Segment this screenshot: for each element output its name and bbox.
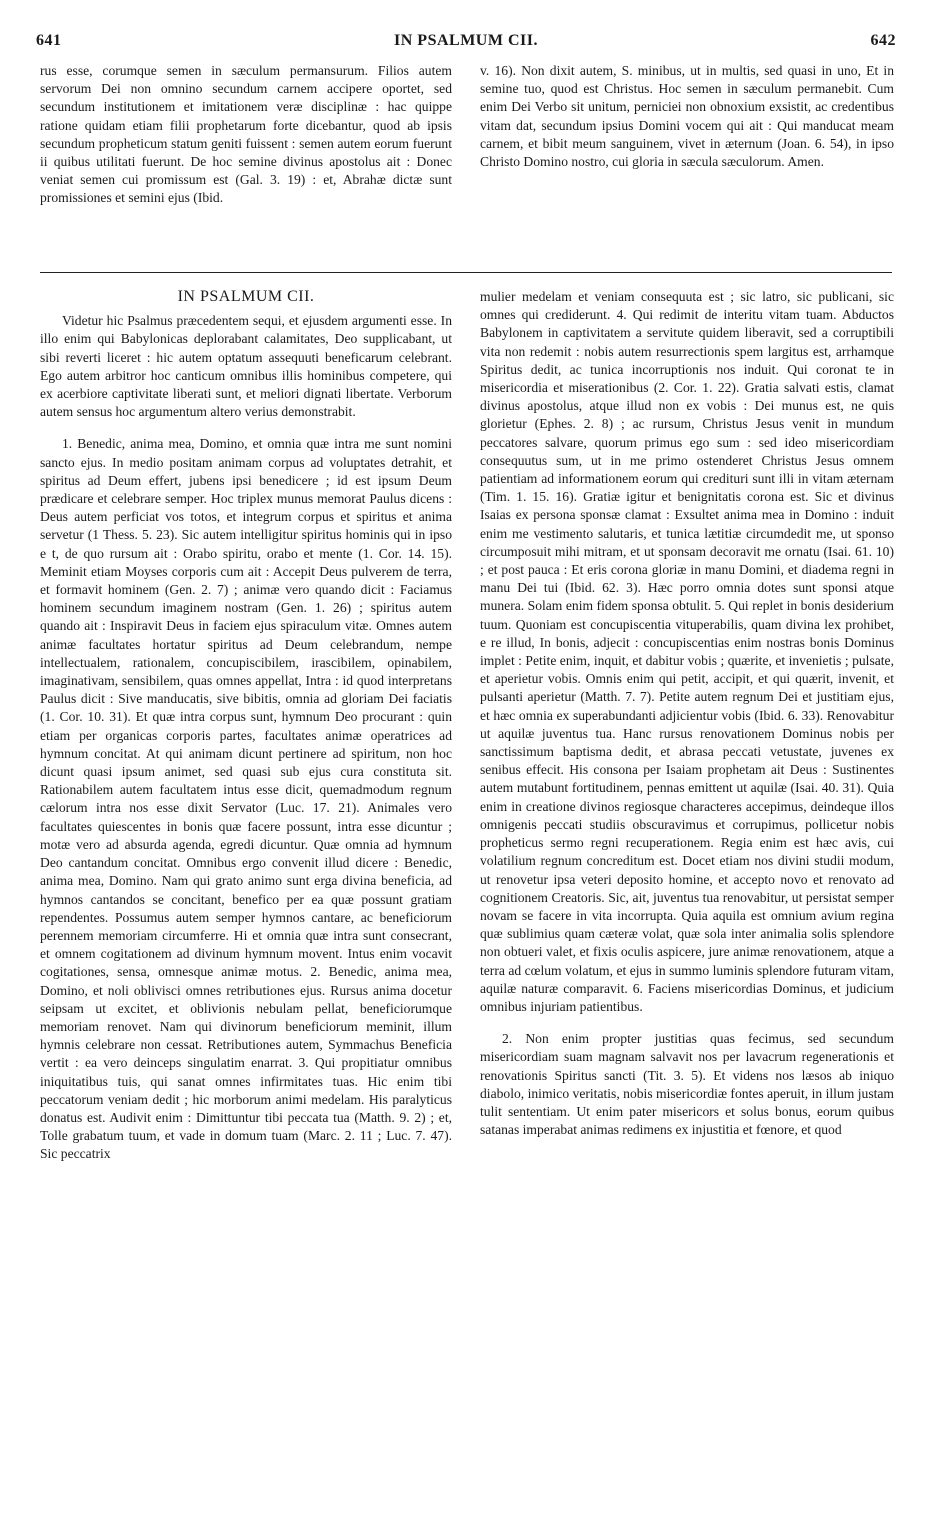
running-head [36, 32, 896, 56]
verse-commentary-1: 1. Benedic, anima mea, Domino, et omnia quæ intra me sunt nomini sancto ejus. In medio positam animam corpus ad voluptates detrahit, et spiritus ad Deum effert, jubens ipsi benedicere ; id est ipsum Deum prædicare et celebrare semper. Hoc triplex munus memorat Paulus dicens : Deus autem perficiat vos totos, et integrum corpus et spiritus et anima servetur (1 Thess. 5. 23). Sic autem intelligitur spiritus hominis qui in ipso e t, de quo rursum ait : Orabo spiritu, orabo et mente (1. Cor. 14. 15). Meminit etiam Moyses corporis cum ait : Accepit Deus pulverem de terra, et formavit hominem (Gen. 2. 7) ; animæ vero quando dicit : Faciamus hominem secundum imaginem nostram (Gen. 1. 26) ; spiritus autem quando ait : Inspiravit Deus in faciem ejus spiraculum vitæ. Omnes autem animæ facultates hortatur spiritus ad Deum celebrandum, nempe intellectualem, rationalem, concupiscibilem, irascibilem, opinabilem, imaginativam, sensibilem, quas omnes appellat, Intra : id quod interpretans Paulus dicit : Sive manducatis, sive bibitis, omnia ad gloriam Dei faciatis (1. Cor. 10. 31). Et quæ intra corpus sunt, hymnum Deo procurant : quin etiam per organicas corporis partes, facultates animæ operatrices ad hymnum concitat. At qui animam dicunt pertinere ad spiritum, non hoc dicunt quasi ipsum animet, sed quasi sub ejus cura constituta sit. Rationabilem autem facultatem intus esse dicit, quemadmodum regnum cælorum intra nos esse dixit Servator (Luc. 17. 21). Animales vero facultates quiescentes in bonis quæ facere possunt, intra esse dicuntur ; motæ vero ad absurda agenda, egredi dicuntur. Quæ omnia ad hymnum Deo cantandum concitat. Omnibus ergo convenit illud dicere : Benedic, anima mea, Domino. Nam qui grato animo sunt erga divina beneficia, ad hymnos cantandos se concitant, benefico per ea quæ possunt gratiam rependentes. Possumus autem semper hymnos cantare, ac beneficiorum perennem memoriam circumferre. Hi et omnia quæ intra sunt consecrant, et omnem cogitationem ad divinum hymnum movent. Intus enim vocavit cogitationes, sensa, omnesque animæ motus. 2. Benedic, anima mea, Domino, et noli oblivisci omnes retributiones ejus. Rursus anima docetur seipsam ut excitet, et oblivionis nebulam pellat, beneficiorumque memoriam renovet. Nam qui divinorum beneficiorum meminit, illum hymnis celebrare non cessat. Retributiones autem, Symmachus Beneficia vertit : ea vero deinceps singulatim enarrat. 3. Qui propitiatur omnibus iniquitatibus tuis, qui sanat omnes infirmitates tuas. Hic enim tibi peccatorum veniam dedit ; hic morborum animi medelam. His paralyticus donatus est. Audivit enim : Dimittuntur tibi peccata tua (Matth. 9. 2) ; et, Tolle grabatum tuum, et vade in domum tuam (Marc. 2. 11 ; Luc. 7. 47). Sic peccatrix [40, 436, 452, 1162]
verse-commentary-continued: mulier medelam et veniam consequuta est ; sic latro, sic publicani, sic omnes qui crediderunt. 4. Qui redimit de interitu vitam tuam. Abductos Babylonem in captivitatem a servitute quidem liberavit, sed a corruptibili vita non redemit : nobis autem resurrectionis spem largitus est, arrhamque Spiritus dedit, ac tunica incorruptionis nos induit. Qui coronat te in misericordia et miserationibus (2. Cor. 1. 22). Gratia salvati estis, clamat divinus apostolus, atque illud non ex vobis : Dei munus est, ne quis glorietur (Ephes. 2. 8) ; ac rursum, Christus Jesus venit in mundum peccatores salvare, quorum primus ego sum : sed ideo misericordiam consequutus sum, ut in me primo ostenderet Christus Jesus omnem patientiam ad informationem eorum qui credituri sunt illi in vitam æternam (Tim. 1. 15. 16). Gratiæ igitur et benignitatis corona est. Sic et divinus Isaias ex persona sponsæ clamat : Exsultet anima mea in Domino : induit enim me vestimento salutaris, et tunica lætitiæ circumdedit me, ut sponso circumposuit mihi mitram, et ut sponsam decoravit me ornatu (Isai. 61. 10) ; et post pauca : Et eris corona gloriæ in manu Domini, et diadema regni in manu Dei tui (Ibid. 62. 3). Hæc porro omnia dotes sunt sponsi atque munera. Solam enim fidem sponsa obtulit. 5. Qui replet in bonis desiderium tuum. Quoniam est concupiscentia vituperabilis, quam divina lex prohibet, e re illud, In bonis, adjecit : concupiscentias enim nostras bonis Dominus implet : Petite enim, inquit, et dabitur vobis ; quærite, et invenietis ; pulsate, et aperietur vobis. Omnis enim qui petit, accipit, et qui quærit, invenit, et pulsanti aperietur (Matth. 7. 7). Petite autem regnum Dei et justitiam ejus, et hæc omnia ex superabundanti adjicientur vobis (Ibid. 6. 33). Renovabitur ut aquilæ juventus tua. Hanc rursus renovationem Dominus nobis per sanctissimum baptisma dedit, et abrasa peccati vetustate, juvenes ex senibus effecit. His consona per Isaiam prophetam ait Deus : Sustinentes autem mutabunt fortitudinem, pennas emittent ut aquilæ (Isai. 40. 31). Quia enim in creatione divinos regiosque characteres accepimus, deindeque illos omnigenis peccati studiis obscuravimus et corrupimus, pollicetur nobis propheticus sermo regni recuperationem. Regia enim est hæc avis, cui volatilium regnum concreditum est. Docet etiam nos divini studii modum, ut renovetur ipsa veteri deposito homine, et accepto novo et renovato ad cognitionem Creatoris. Sic, ait, juventus tua renovabitur, ut persistat semper novam se facere in vita incorrupta. Quia aquila est omnium avium regina quæ sublimius quam cæteræ volat, quæ sola inter animalia solis splendore non obtueri valet, et fixis oculis aspicere, jure animæ renovationem, atque a terra ad cœlum volatum, et ejus in summo luminis splendore futuram vitam, aquilæ naturæ comparavit. 6. Faciens misericordias Dominus, et judicium omnibus injuriam patientibus. [480, 289, 894, 1014]
page-number-left: 641 [36, 32, 62, 49]
top-right-column [480, 62, 894, 262]
main-left-column [40, 288, 452, 1524]
section-title: IN PSALMUM CII. [177, 288, 315, 305]
page-number-right: 642 [870, 32, 896, 49]
intro-paragraph: Videtur hic Psalmus præcedentem sequi, et ejusdem argumenti esse. In illo enim qui Babylonicas deplorabant calamitates, Deo supplicabant, ut sibi reverti liceret : hic autem optatum assequuti beneficarum celebrant. Ego autem arbitror hoc canticum omnibus illis hominibus competere, qui ex acerbiore captivitate liberati sunt, et meliori dignati libertate. Verborum autem sensus hoc argumentum altero verius demonstrabit. [40, 313, 452, 420]
continued-paragraph-end: v. 16). Non dixit autem, S. minibus, ut in multis, sed quasi in uno, Et in semine tuo, quod est Christus. Hoc semen in sæculum permanebit. Cum enim Dei Verbo sit unitum, perniciei non obnoxium exsistit, ac credentibus vitam dat, secundum ipsius Domini vocem qui ait : Qui manducat meam carnem, et bibit meum sanguinem, vivet in æternum (Joan. 6. 54), in ipso Christo Domino nostro, cui gloria in sæcula sæculorum. Amen. [480, 63, 894, 170]
running-title: IN PSALMUM CII. [394, 32, 538, 49]
section-divider [40, 272, 892, 273]
top-left-column [40, 62, 452, 262]
verse-commentary-2: 2. Non enim propter justitias quas fecimus, sed secundum misericordiam suam magnam salvavit nos per lavacrum regenerationis et renovationis Spiritus sancti (Tit. 3. 5). Et videns nos læsos ab iniquo diabolo, inimico veritatis, nobis misericordiæ fontes aperuit, in illum justam tulit sententiam. Ut enim pater misericors et solus bonus, eorum quibus satanas imperabat animas redimens ex injustitia et fœnore, et quod [480, 1031, 894, 1138]
main-right-column [480, 288, 894, 1524]
continued-paragraph: rus esse, corumque semen in sæculum permansurum. Filios autem servorum Dei non omnino secundum carnem accipere oportet, sed secundum institutionem et imitationem veræ disciplinæ : hac quippe ratione quidam etiam filii prophetarum forte dicebantur, quod ab ipsis secundum propheticum statum geniti fuissent : semen autem eorum fuerunt ii quibus utilitati fuerunt. De hoc semine divinus apostolus ait : Donec veniat semen cui promissum est (Gal. 3. 19) : et, Abrahæ dictæ sunt promissiones et semini ejus (Ibid. [40, 63, 452, 206]
